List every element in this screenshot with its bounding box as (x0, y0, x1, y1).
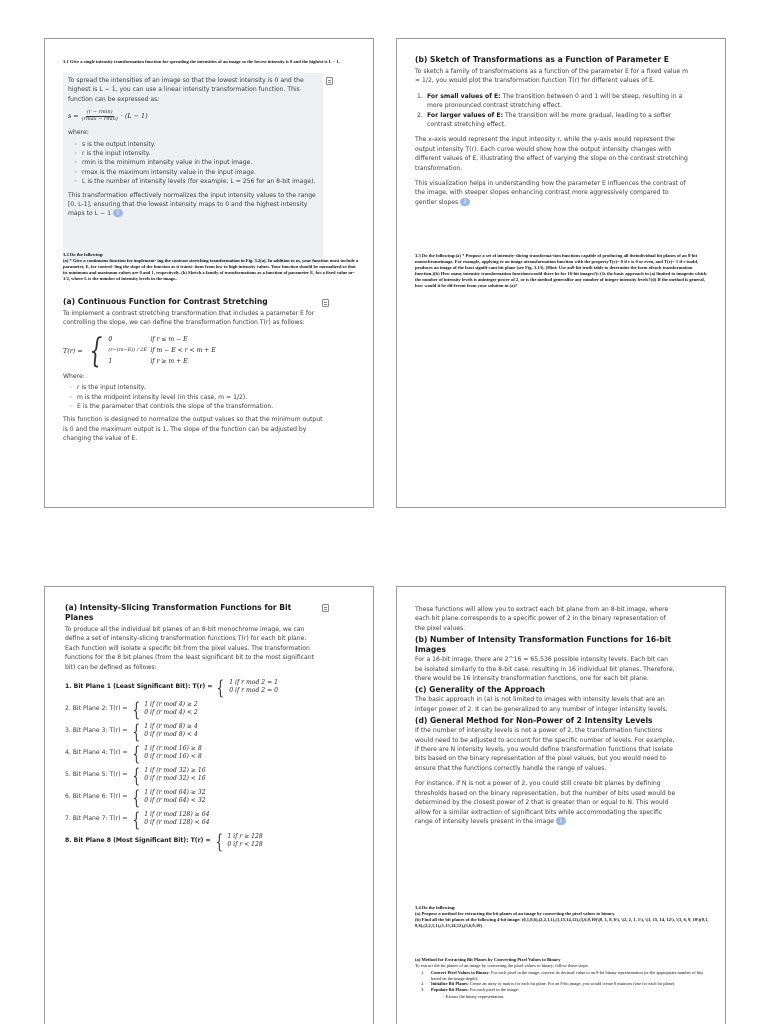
steps-list (415, 970, 711, 992)
section-heading: (b) Sketch of Transformations as a Function of Parameter E (415, 55, 669, 64)
list-item: 6. Bit Plane 6: T(r) = { 1 if (r mod 64) ≥ 32 0 if (r mod 64) < 32 (65, 785, 206, 810)
section-heading: (b) Number of Intensity Transformation Functions for 16-bit Images (415, 635, 671, 655)
section-heading: (a) Intensity-Slicing Transformation Functions for Bit Planes (65, 603, 292, 622)
section-intro: To implement a contrast stretching transformation that includes a parameter E for controlling the slope, we can define the transformation function T(r) as follows: (63, 310, 315, 327)
linear-formula (68, 110, 318, 122)
paragraph: The x-axis would represent the input intensity r, while the y-axis would represent the output intensity T(r). Each curve would show how the output intensity changes with different values of E, illustrating the effect of varying the slope on the contrast stretching transformation. (415, 136, 688, 172)
where-label: Where: (63, 372, 85, 380)
citation-badge[interactable]: 1 (113, 209, 123, 217)
list-item: 1. Bit Plane 1 (Least Significant Bit): T(r) = { 1 if r mod 2 = 1 0 if r mod 2 = 0 (65, 675, 279, 700)
section-outro: This function is designed to normalize the output values so that the minimum output is 0 and the maximum output is 1. The slope of the function can be adjusted by changing the value of E. (63, 416, 323, 443)
list-item: 3. Populate Bit Planes: For each pixel in the image: (421, 986, 520, 992)
brace-icon: { (89, 330, 103, 371)
list-item: ◦ m is the midpoint intensity level (in this case, m = 1/2). (63, 393, 323, 402)
list-item: ◦ r is the input intensity. (68, 149, 318, 158)
list-item: ◦ L is the number of intensity levels (for example, L = 256 for an 8-bit image). (68, 177, 318, 186)
method-intro: To extract the bit planes of an image by converting the pixel values to binary, follow these steps: (415, 963, 589, 968)
piecewise-lhs: T(r) = (63, 346, 83, 355)
list-item: ◦ rmax is the maximum intensity value in the input image. (68, 168, 318, 177)
piecewise-function: T(r) = { 0 if r ≤ m − E (r−(m−E)) / 2E if m − E < r < m + E 1 if r ≥ m + E (63, 330, 216, 371)
list-item: 4. Bit Plane 4: T(r) = { 1 if (r mod 16) ≥ 8 0 if (r mod 16) < 8 (65, 741, 202, 766)
list-item: 1. Convert Pixel Values to Binary: For each pixel in the image, convert its decimal value to an 8-bit binary representation (or the appropriate number of bits based on the image depth). (421, 970, 704, 981)
list-item: ◦ r is the input intensity. (63, 383, 323, 392)
answer-block-3-3a (65, 603, 321, 852)
section-heading: (a) Continuous Function for Contrast Stretching (63, 297, 268, 306)
brace-icon: { (132, 697, 140, 722)
formula-lhs: s = (68, 112, 79, 121)
brace-icon: { (132, 763, 140, 788)
variable-list (68, 140, 318, 187)
answer-block-3-2b (415, 55, 691, 207)
list-item: 5. Bit Plane 5: T(r) = { 1 if (r mod 32) ≥ 16 0 if (r mod 32) < 16 (65, 763, 206, 788)
intro-text: To spread the intensities of an image so that the lowest intensity is 0 and the highest is L − 1, you can use a linear intensity transformation function. This function can be expressed as: (68, 77, 304, 103)
paragraph: This visualization helps in understanding how the parameter E influences the contrast of the image, with steeper slopes enhancing contrast more aggressively compared to gentler slopes 1 (415, 180, 686, 206)
brace-icon: { (215, 829, 223, 854)
formula-rhs: · (L − 1) (120, 112, 148, 121)
paragraph: The basic approach in (a) is not limited to images with intensity levels that are an integer power of 2. It can be generalized to any number of integer intensity levels. (415, 696, 668, 713)
question-3-2-title: 3.2 Do the following: (63, 252, 104, 257)
list-item: ◦ s is the output intensity. (68, 140, 318, 149)
paragraph: These functions will allow you to extract each bit plane from an 8-bit image, where each bit plane corresponds to a specific power of 2 in the binary representation of the pixel values. (415, 606, 669, 632)
list-item: 2. For larger values of E: The transition will be more gradual, leading to a softer contrast stretching effect. (417, 111, 672, 129)
brace-icon: { (217, 675, 225, 700)
section-heading: (d) General Method for Non-Power of 2 Intensity Levels (415, 716, 653, 726)
copy-icon[interactable] (322, 604, 329, 612)
variable-list (63, 383, 323, 411)
section-intro: To sketch a family of transformations as a function of the parameter E for a fixed value m = 1/2, you would plot the transformation function T(r) for different values of E. (415, 68, 689, 85)
bit-plane-list (65, 676, 321, 852)
question-3-3: 3.3 Do the following:(a) * Propose a set of intensity-slicing transforma-tion functions capable of producing all theindividual bit planes of an 8-bit monochromeimage. For example, applying to an image atransformation function with the propertyT(r)= 0 if r is 0 or even, and T(r)= 1 if r isodd, produces an image of the least signifi-cant bit plane (see Fig. 3.13). (Hint: Use an8-bit truth table to determine the form ofeach transformation function.)(b) How many intensity transformation functionswould there be for 16-bit images?(c) Is the basic approach in (a) limited to imagesin which the number of intensity levels is aninteger power of 2, or is the method generalfor any number of integer intensity levels?(d) If the method is general, how would it be dif-ferent from your solution in (a)? (415, 253, 707, 288)
page-2 (396, 38, 726, 508)
paragraph: For a 16-bit image, there are 2^16 = 65,536 possible intensity levels. Each bit can be isolated similarly to the 8-bit case, resulting in 16 individual bit planes. Therefore, there would be 16 intensity transformation functions, one for each bit plane. (415, 656, 675, 683)
question-3-1: 3.1 Give a single intensity transformation function for spreading the intensities of an image so the lowest intensity is 0 and the highest is L − 1. (63, 59, 340, 64)
section-heading: (c) Generality of the Approach (415, 685, 546, 695)
paragraph: If the number of intensity levels is not a power of 2, the transformation functions would need to be adjusted to account for the specific number of levels. For example, if there are N intensity levels, you would define transformation functions that isolate bits based on the binary representation of the pixel values, but you would need to ensure that the functions correctly handle the range of values. (415, 727, 675, 772)
list-item: 3. Bit Plane 3: T(r) = { 1 if (r mod 8) ≥ 4 0 if (r mod 8) < 4 (65, 719, 198, 744)
section-intro: To produce all the individual bit planes of an 8-bit monochrome image, we can define a set of intensity-slicing transformation functions T(r) for each bit plane. Each function will isolate a specific bit from the pixel values. The transformation functions for the 8 bit planes (from the least significant bit to the most significant bit) can be defined as follows: (65, 626, 315, 671)
list-item: 2. Initialize Bit Planes: Create an array or matrix for each bit plane. For an 8-bit image, you would create 8 matrices (one for each bit plane). (421, 981, 676, 987)
formula-numerator: (r − rmin) (86, 109, 113, 116)
paragraph: For instance, if N is not a power of 2, you could still create bit planes by defining thresholds based on the binary representation, but the number of bits used would be determined by the closest power of 2 that is greater than or equal to N. This would allow for a similar extraction of significant bits while accommodating the specific range of intensity levels present in the image 1 (415, 780, 676, 825)
method-heading: (a) Method for Extracting Bit Planes by Converting Pixel Values to Binary (415, 957, 561, 962)
list-item: ◦ E is the parameter that controls the slope of the transformation. (63, 402, 323, 411)
answer-block-3-3bcd (415, 605, 677, 826)
sub-step: ◦ Extract the binary representation. (443, 994, 505, 1000)
answer-block-3-1 (63, 73, 323, 263)
list-item: 7. Bit Plane 7: T(r) = { 1 if (r mod 128) ≥ 64 0 if (r mod 128) < 64 (65, 807, 210, 832)
list-item: 8. Bit Plane 8 (Most Significant Bit): T(r) = { 1 if r ≥ 128 0 if r < 128 (65, 829, 263, 854)
method-block (415, 957, 711, 1000)
page-4 (396, 586, 726, 1024)
page-3 (44, 586, 374, 1024)
brace-icon: { (132, 741, 140, 766)
page-1 (44, 38, 374, 508)
brace-icon: { (132, 719, 140, 744)
formula-denominator: (rmax − rmin) (81, 115, 118, 122)
list-item: 1. For small values of E: The transition between 0 and 1 will be steep, resulting in a more pronounced contrast stretching effect. (417, 92, 683, 110)
brace-icon: { (132, 785, 140, 810)
copy-icon[interactable] (326, 77, 333, 85)
list-item: ◦ rmin is the minimum intensity value in the input image. (68, 158, 318, 167)
citation-badge[interactable]: 1 (556, 817, 566, 825)
numbered-list (415, 92, 691, 130)
outro-text: This transformation effectively normalizes the input intensity values to the range [0, L-1], ensuring that the lowest intensity maps to 0 and the highest intensity maps to L − 1 1 (68, 191, 316, 218)
answer-block-3-2 (63, 297, 323, 444)
list-item: 2. Bit Plane 2: T(r) = { 1 if (r mod 4) ≥ 2 0 if (r mod 4) < 2 (65, 697, 198, 722)
copy-icon[interactable] (322, 299, 329, 307)
question-3-4: 3.4 Do the following: (a) Propose a method for extracting the bit planes of an image by converting the pixel values to binary. (b) Find all the bit planes of the following 4-bit image: (0,1,8,6),(2,2,1,1),(1,15,14,12),(3,6,9,10)\(0, 1, 8, 6\), \(2, 2, 1, 1\), \(1, 15, 14, 12\), \(3, 6, 9, 10\)(0,1,8,6),(2,2,1,1),(1,15,14,12),(3,6,9,10) (415, 905, 709, 928)
where-label: where: (68, 129, 89, 137)
question-3-2-body: (a) * Give a continuous function for implement- ing the contrast stretching transformation in Fig. 3.2(a). In addition to m, your function must include a parameter, E, for control- ling the slope of the function as it transi- tions from low to high intensity values. Your function should be normalized so that its minimum and maximum values are 0 and 1, respectively. (b) Sketch a family of transformations as a function of parameter E, for a fixed value m= 1/2, where L is the number of intensity levels in the image.. (63, 258, 359, 281)
citation-badge[interactable]: 1 (460, 198, 470, 206)
brace-icon: { (132, 807, 140, 832)
